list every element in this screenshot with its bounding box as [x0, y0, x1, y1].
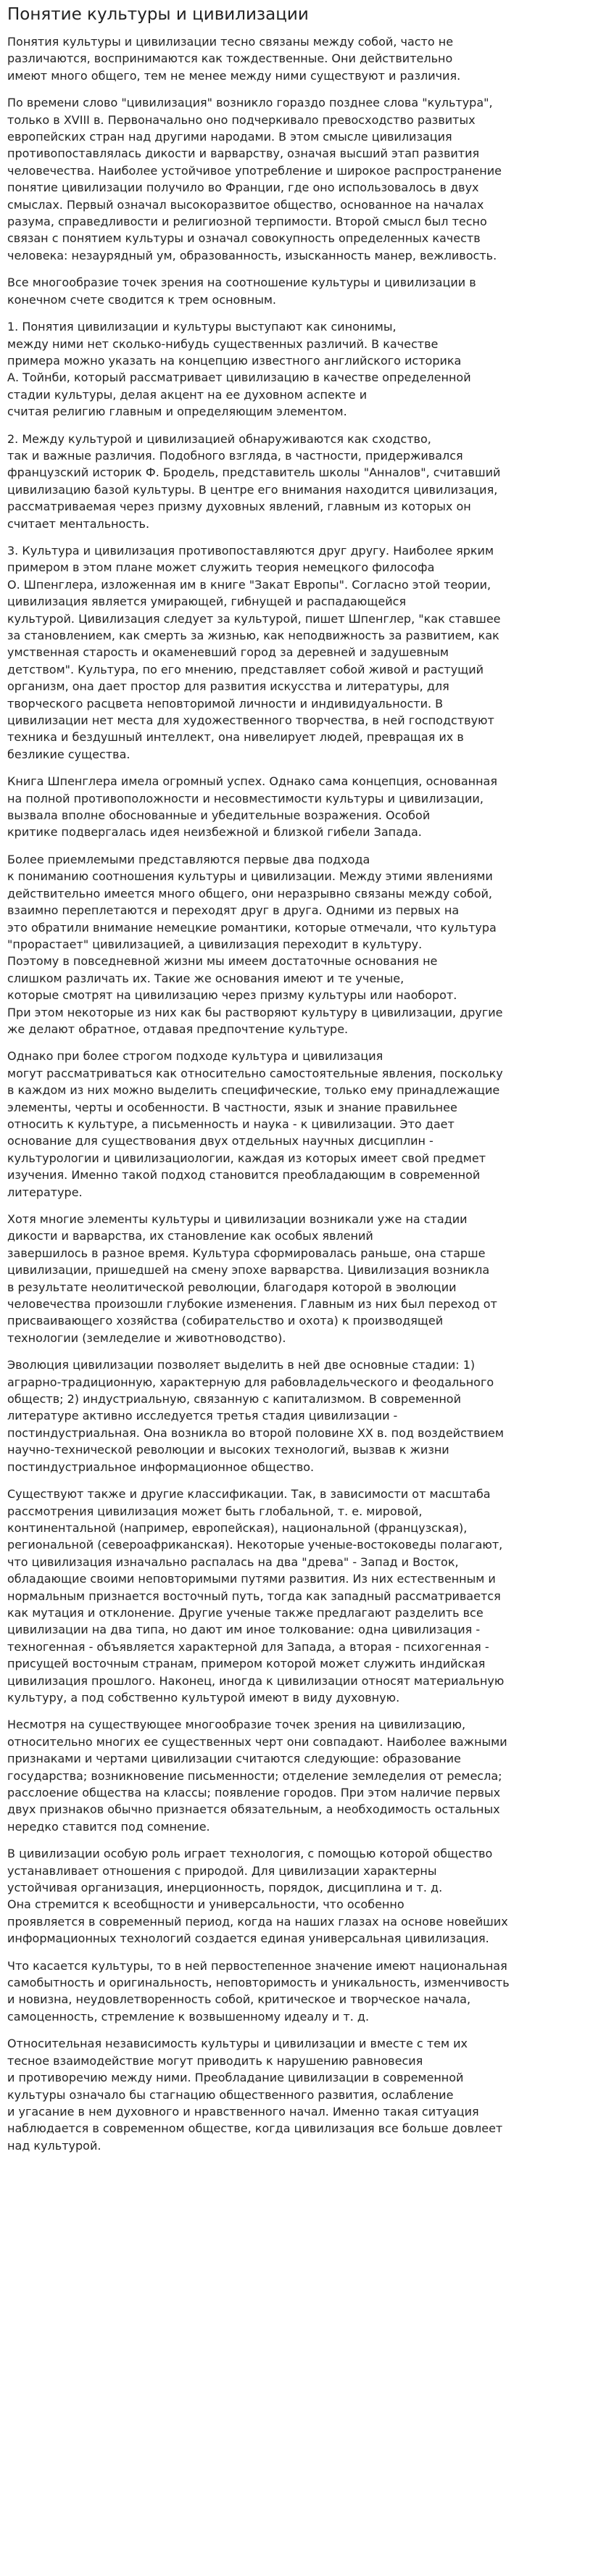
article-title: Понятие культуры и цивилизации — [7, 5, 309, 24]
paragraph-view-3: 3. Культура и цивилизация противопоставляются друг другу. Наиболее ярким примером в этом плане может служить теория немецкого философа О. Шпенглера, изложенная им в книге "Закат Европы". Согласно этой теории, цивилизация является умирающей, гибнущей и распадающейся культурой. Цивилизация следует за культурой, пишет Шпенглер, "как ставшее за становлением, как смерть за жизнью, как неподвижность за развитием, как умственная старость и окаменевший город за деревней и задушевным детством". Культура, по его мнению, представляет собой живой и растущий организм, она дает простор для развития искусства и литературы, для творческого расцвета неповторимой личности и индивидуальности. В цивилизации нет места для художественного творчества, в ней господствуют техника и бездушный интеллект, она нивелирует людей, превращая их в безликие существа. — [7, 543, 501, 761]
paragraph-three-views: Все многообразие точек зрения на соотношение культуры и цивилизации в конечном счете сводится к трем основным. — [7, 276, 476, 307]
paragraph-evolution: Эволюция цивилизации позволяет выделить в ней две основные стадии: 1) аграрно-традиционную, характерную для рабовладельческого и феодального обществ; 2) индустриальную, связанную с капитализмом. В современной литературе активно исследуется третья стадия цивилизации - постиндустриальная. Она возникла во второй половине XX в. под воздействием научно-технической революции и высоких технологий, вызвав к жизни постиндустриальное информационное общество. — [7, 1358, 504, 1474]
paragraph-view-1: 1. Понятия цивилизации и культуры выступают как синонимы, между ними нет сколько-нибудь существенных различий. В качестве примера можно указать на концепцию известного английского историка А. Тойнби, который рассматривает цивилизацию в качестве определенной стадии культуры, делая акцент на ее духовном аспекте и считая религию главным и определяющим элементом. — [7, 320, 471, 419]
paragraph-view-2: 2. Между культурой и цивилизацией обнаруживаются как сходство, так и важные различия. Подобного взгляда, в частности, придерживался французский историк Ф. Бродель, представитель школы "Анналов", считавший цивилизацию базой культуры. В центре его внимания находится цивилизация, рассматриваемая через призму духовных явлений, главным из которых он считает ментальность. — [7, 431, 501, 531]
paragraph-strict-approach: Однако при более строгом подходе культура и цивилизация могут рассматриваться как относительно самостоятельные явления, поскольку в каждом из них можно выделить специфические, только ему принадлежащие элементы, черты и особенности. В частности, язык и знание правильнее относить к культуре, а письменность и наука - к цивилизации. Это дает основание для существования двух отдельных научных дисциплин - культурологии и цивилизациологии, каждая из которых имеет свой предмет изучения. Именно такой подход становится преобладающим в современной литературе. — [7, 1049, 503, 1199]
paragraph-conclusion: Относительная независимость культуры и цивилизации и вместе с тем их тесное взаимодействие могут приводить к нарушению равновесия и противоречию между ними. Преобладание цивилизации в современной культуры означало бы стагнацию общественного развития, ослабление и угасание в нем духовного и нравственного начал. Именно такая ситуация наблюдается в современном обществе, когда цивилизация все больше довлеет над культурой. — [7, 2037, 503, 2153]
paragraph-culture-traits: Что касается культуры, то в ней первостепенное значение имеют национальная самобытность и оригинальность, неповторимость и уникальность, изменчивость и новизна, неудовлетворенность собой, критическое и творческое начала, самоценность, стремление к возвышенному идеалу и т. д. — [7, 1958, 510, 2024]
paragraph-approaches: Более приемлемыми представляются первые два подхода к пониманию соотношения культуры и цивилизации. Между этими явлениями действительно имеется много общего, они неразрывно связаны между собой, взаимно переплетаются и переходят друг в друга. Одними из первых на это обратили внимание немецкие романтики, которые отмечали, что культура "прорастает" цивилизацией, а цивилизация переходит в культуру. Поэтому в повседневной жизни мы имеем достаточные основания не слишком различать их. Такие же основания имеют и те ученые, которые смотрят на цивилизацию через призму культуры или наоборот. При этом некоторые из них как бы растворяют культуру в цивилизации, другие же делают обратное, отдавая предпочтение культуре. — [7, 852, 503, 1036]
paragraph-history: По времени слово "цивилизация" возникло гораздо позднее слова "культура", только в XVIII в. Первоначально оно подчеркивало превосходство развитых европейских стран над другими народами. В этом смысле цивилизация противопоставлялась дикости и варварству, означая высший этап развития человечества. Наиболее устойчивое употребление и широкое распространение понятие цивилизации получило во Франции, где оно использовалось в двух смыслах. Первый означал высокоразвитое общество, основанное на началах разума, справедливости и религиозной терпимости. Второй смысл был тесно связан с понятием культуры и означал совокупность определенных качеств человека: незаурядный ум, образованность, изысканность манер, вежливость. — [7, 96, 502, 262]
paragraph-classifications: Существуют также и другие классификации. Так, в зависимости от масштаба рассмотрения цивилизация может быть глобальной, т. е. мировой, континентальной (например, европейская), национальной (французская), региональной (североафриканская). Некоторые ученые-востоковеды полагают, что цивилизация изначально распалась на два "древа" - Запад и Восток, обладающие своими неповторимыми путями развития. Из них естественным и нормальным признается восточный путь, тогда как западный рассматривается как мутация и отклонение. Другие ученые также предлагают разделить все цивилизации на два типа, но дают им иное толкование: одна цивилизация - техногенная - объявляется характерной для Запада, а вторая - психогенная - присущей восточным странам, примером которой может служить индийская цивилизация прошлого. Наконец, иногда к цивилизации относят материальную культуру, а под собственно культурой имеют в виду духовную. — [7, 1487, 505, 1705]
paragraph-spengler: Книга Шпенглера имела огромный успех. Однако сама концепция, основанная на полной противоположности и несовместимости культуры и цивилизации, вызвала вполне обоснованные и убедительные возражения. Особой критике подвергалась идея неизбежной и близкой гибели Запада. — [7, 774, 497, 840]
paragraph-origins: Хотя многие элементы культуры и цивилизации возникали уже на стадии дикости и варварства, их становление как особых явлений завершилось в разное время. Культура сформировалась раньше, она старше цивилизации, пришедшей на смену эпохе варварства. Цивилизация возникла в результате неолитической революции, благодаря которой в эволюции человечества произошли глубокие изменения. Главным из них был переход от присваивающего хозяйства (собирательство и охота) к производящей технологии (земледелие и животноводство). — [7, 1212, 497, 1345]
paragraph-intro: Понятия культуры и цивилизации тесно связаны между собой, часто не различаются, воспринимаются как тождественные. Они действительно имеют много общего, тем не менее между ними существуют и различия. — [7, 35, 461, 83]
paragraph-features: Несмотря на существующее многообразие точек зрения на цивилизацию, относительно многих ее существенных черт они совпадают. Наиболее важными признаками и чертами цивилизации считаются следующие: образование государства; возникновение письменности; отделение земледелия от ремесла; расслоение общества на классы; появление городов. При этом наличие первых двух признаков обычно признается обязательным, а необходимость остальных нередко ставится под сомнение. — [7, 1718, 507, 1834]
paragraph-technology: В цивилизации особую роль играет технология, с помощью которой общество устанавливает отношения с природой. Для цивилизации характерны устойчивая организация, инерционность, порядок, дисциплина и т. д. Она стремится к всеобщности и универсальности, что особенно проявляется в современный период, когда на наших глазах на основе новейших информационных технологий создается единая универсальная цивилизация. — [7, 1847, 508, 1946]
article — [0, 4, 614, 2154]
